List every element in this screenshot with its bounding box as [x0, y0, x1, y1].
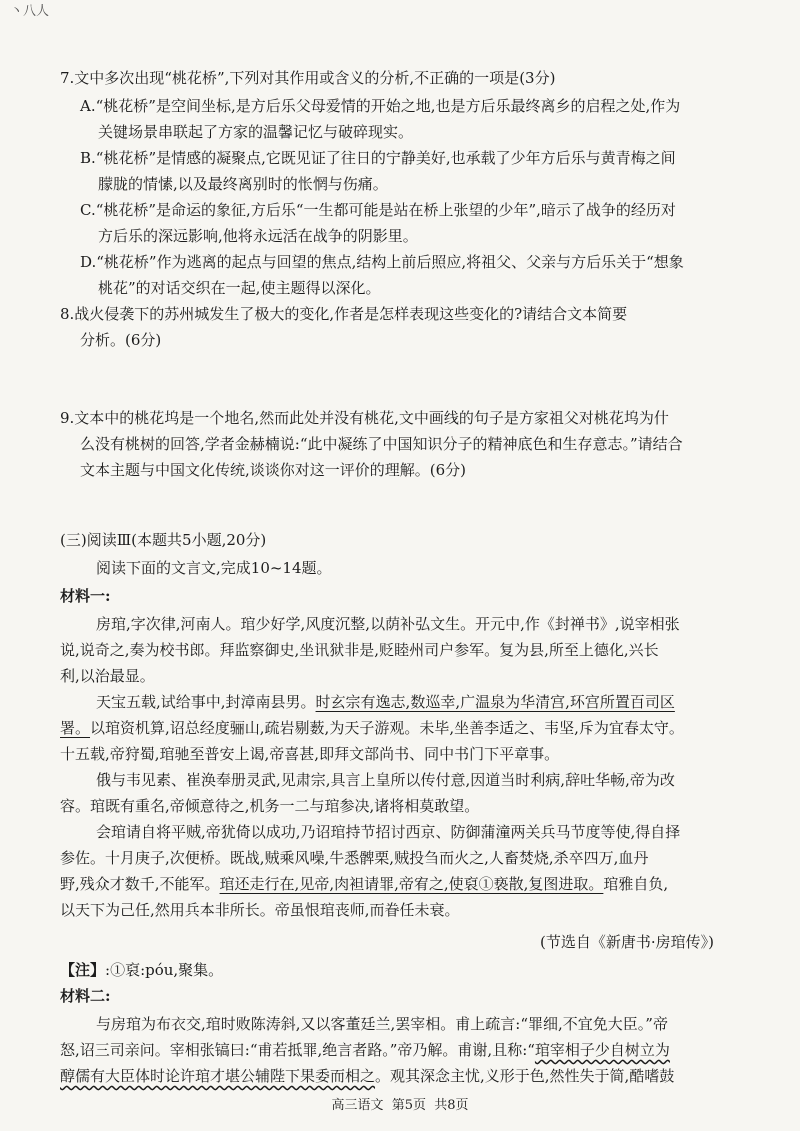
- q9-line2: 么没有桃树的回答,学者金赫楠说:“此中凝练了中国知识分子的精神底色和生存意志。”请结合: [80, 435, 683, 453]
- underlined-sentence: 时玄宗有逸志,数巡幸,广温泉为华清宫,环宫所置百司区: [315, 693, 675, 711]
- material1-p4-line3-tail: 琯雅自负,: [603, 875, 669, 893]
- material1-p3-line1: 俄与韦见素、崔涣奉册灵武,见肃宗,具言上皇所以传付意,因道当时利病,辞吐华畅,帝为改: [96, 771, 675, 789]
- section3-title: (三)阅读Ⅲ(本题共5小题,20分): [60, 531, 267, 549]
- material2-p1-line2: [60, 1040, 670, 1060]
- material2-p1-line3-tail: 。观其深念主忧,义形于色,然性失于简,酷嗜鼓: [375, 1067, 675, 1085]
- material1-p2-line2-plain: 以琯资机算,诏总经度骊山,疏岩剔薮,为天子游观。未毕,坐善李适之、韦坚,斥为宜春太守。: [90, 719, 684, 737]
- wavy-underlined-sentence: 琯宰相子少自树立为: [534, 1041, 670, 1059]
- material1-source: (节选自《新唐书·房琯传》): [540, 933, 714, 951]
- q7-option-d-line2: 桃花”的对话交织在一起,使主题得以深化。: [98, 279, 381, 297]
- page-footer: [0, 1094, 800, 1113]
- underlined-sentence-2: 琯还走行在,见帝,肉袒请罪,帝宥之,使裒①亵散,复图进取。: [219, 875, 604, 893]
- material1-p4-line4: 以天下为己任,然用兵本非所长。帝虽恨琯丧师,而眷任未衰。: [60, 901, 460, 919]
- q7-option-b-line2: 朦胧的情愫,以及最终离别时的怅惘与伤痛。: [98, 175, 388, 193]
- note-text: :①裒:póu,聚集。: [105, 961, 224, 979]
- footer-total: 共8页: [434, 1098, 469, 1113]
- material1-label: 材料一:: [60, 587, 111, 605]
- q7-option-a-line2: 关键场景串联起了方家的温馨记忆与破碎现实。: [98, 123, 414, 141]
- q8-line1: 8.战火侵袭下的苏州城发生了极大的变化,作者是怎样表现这些变化的?请结合文本简要: [60, 305, 628, 323]
- material1-p2-line1-plain: 天宝五载,试给事中,封漳南县男。: [96, 693, 316, 711]
- material1-p4-line3-plain: 野,残众才数千,不能军。: [60, 875, 220, 893]
- q9-line1: 9.文本中的桃花坞是一个地名,然而此处并没有桃花,文中画线的句子是方家祖父对桃花坞为什: [60, 409, 669, 427]
- q7-option-b-line1: B.“桃花桥”是情感的凝聚点,它既见证了往日的宁静美好,也承载了少年方后乐与黄青梅之间: [80, 149, 676, 167]
- material1-p2-line3: 十五载,帝狩蜀,琯驰至普安上谒,帝喜甚,即拜文部尚书、同中书门下平章事。: [60, 745, 560, 763]
- q7-option-a-line1: A.“桃花桥”是空间坐标,是方后乐父母爱情的开始之地,也是方后乐最终离乡的启程之处,作为: [80, 97, 681, 115]
- section3-instruction: 阅读下面的文言文,完成10~14题。: [96, 559, 332, 577]
- material1-p2-line1: [96, 692, 675, 712]
- material1-p1-line2: 说,说奇之,奏为校书郎。拜监察御史,坐讯狱非是,贬睦州司户参军。复为县,所至上德化,兴长: [60, 641, 659, 659]
- q7-stem: 7.文中多次出现“桃花桥”,下列对其作用或含义的分析,不正确的一项是(3分): [60, 69, 556, 87]
- material1-p3-line2: 容。琯既有重名,帝倾意待之,机务一二与琯参决,诸将相莫敢望。: [60, 797, 480, 815]
- q7-option-d-line1: D.“桃花桥”作为逃离的起点与回望的焦点,结构上前后照应,将祖父、父亲与方后乐关于“想象: [80, 253, 684, 271]
- q8-line2: 分析。(6分): [80, 331, 162, 349]
- footer-subject: 高三语文: [331, 1098, 384, 1113]
- material2-p1-line1: 与房琯为布衣交,琯时败陈涛斜,又以客董廷兰,罢宰相。甫上疏言:“罪细,不宜免大臣。”帝: [96, 1015, 668, 1033]
- underlined-sentence-end: 署。: [60, 719, 91, 737]
- material1-p1-line3: 利,以治最显。: [60, 667, 155, 685]
- corner-mark: 丶八人: [10, 4, 50, 19]
- wavy-underlined-sentence-end: 醇儒有大臣体时论许琯才堪公辅陛下果委而相之: [60, 1067, 376, 1085]
- q9-line3: 文本主题与中国文化传统,谈谈你对这一评价的理解。(6分): [80, 461, 467, 479]
- material2-p1-line2-plain: 怒,诏三司亲问。宰相张镐曰:“甫若抵罪,绝言者路。”帝乃解。甫谢,且称:“: [60, 1041, 535, 1059]
- material2-label: 材料二:: [60, 987, 111, 1005]
- material2-p1-line3: [60, 1066, 674, 1086]
- material1-p4-line3: [60, 874, 668, 894]
- q7-option-c-line2: 方后乐的深远影响,他将永远活在战争的阴影里。: [98, 227, 418, 245]
- material1-p1-line1: 房琯,字次律,河南人。琯少好学,风度沉整,以荫补弘文生。开元中,作《封禅书》,说宰相张: [96, 615, 680, 633]
- note-label: 【注】: [60, 961, 106, 979]
- material1-p4-line2: 参佐。十月庚子,次便桥。既战,贼乘风噪,牛悉髀栗,贼投刍而火之,人畜焚烧,杀卒四万,血丹: [60, 849, 649, 867]
- material1-p4-line1: 会琯请自将平贼,帝犹倚以成功,乃诏琯持节招讨西京、防御蒲潼两关兵马节度等使,得自择: [96, 823, 681, 841]
- note: [60, 960, 223, 980]
- material1-p2-line2: [60, 718, 684, 738]
- q7-option-c-line1: C.“桃花桥”是命运的象征,方后乐“一生都可能是站在桥上张望的少年”,暗示了战争的经历对: [80, 201, 676, 219]
- footer-page: 第5页: [391, 1098, 426, 1113]
